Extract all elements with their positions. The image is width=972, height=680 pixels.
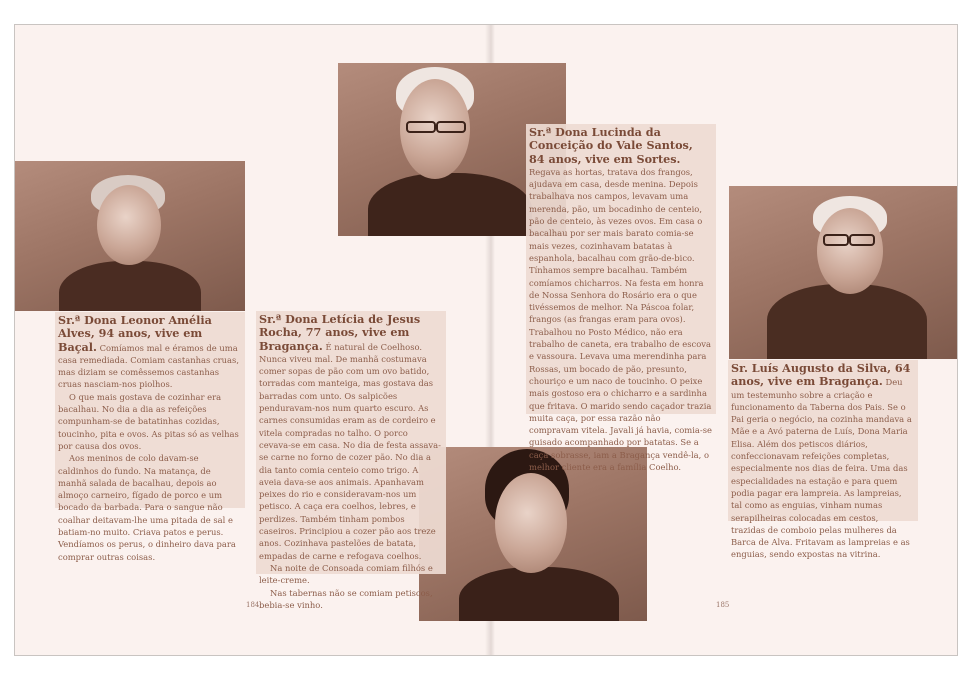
profile-text-leonor xyxy=(55,312,245,562)
portrait-face xyxy=(817,208,883,294)
profile-paragraph: O que mais gostava de cozinhar era bacalhau. No dia a dia as refeições compunham-se de batatinhas cozidas, toucinho, pita e ovos. As pitas só as velhas por causa dos ovos. xyxy=(58,391,239,451)
profile-name: Sr. Luís Augusto da Silva, 64 anos, vive em Bragança. xyxy=(731,361,911,389)
glasses-icon xyxy=(436,121,466,133)
portrait-photo-leonor xyxy=(15,161,245,311)
profile-paragraph: É natural de Coelhoso. Nunca viveu mal. De manhã costumava comer sopas de pão com um ovo batido, torradas com manteiga, mas gostava das barradas com unto. Os salpicões penduravam-nos num quarto escuro. As carnes consumidas eram as de cordeiro e vitela compradas no talho. O porco cevava-se em casa. No dia de festa assava-se carne no forno de cozer pão. No dia a dia tanto comia centeio como trigo. A aveia dava-se aos animais. Apanhavam peixes do rio e consideravam-nos um petisco. A caça era coelhos, lebres, e perdizes. Também tinham pombos caseiros. Principiou a cozer pão aos treze anos. Cozinhava pastelões de batata, empadas de carne e refogava coelhos. xyxy=(259,341,441,561)
profile-text-luis xyxy=(728,360,918,560)
profile-text-leticia xyxy=(256,311,446,610)
profile-name: Sr.ª Dona Lucinda da Conceição do Vale Santos, 84 anos, vive em Sortes. xyxy=(529,125,693,166)
page-number-left: 184 xyxy=(246,601,260,609)
profile-paragraph: Na noite de Consoada comiam filhós e leite-creme. xyxy=(259,562,433,586)
glasses-icon xyxy=(406,121,436,133)
magazine-spread xyxy=(14,24,958,656)
profile-paragraph: Nas tabernas não se comiam petiscos, bebia-se vinho. xyxy=(259,587,433,610)
profile-name: Sr.ª Dona Letícia de Jesus Rocha, 77 anos, vive em Bragança. xyxy=(259,312,421,353)
portrait-face xyxy=(97,185,161,265)
portrait-body xyxy=(767,284,927,359)
portrait-face xyxy=(495,473,567,573)
profile-paragraph: Regava as hortas, tratava dos frangos, ajudava em casa, desde menina. Depois trabalhava nos campos, levavam uma merenda, pão, um bocadinho de centeio, pão de centeio, às vezes ovos. Em casa o bacalhau por ser mais barato comia-se mais vezes, cozinhavam batatas à espanhola, bacalhau com grão-de-bico. Tínhamos sempre bacalhau. Também comíamos chicharros. Na festa em honra de Nossa Senhora do Rosário era o que tivéssemos de melhor. Na Páscoa folar, frangos (as frangas eram para ovos). Trabalhou no Posto Médico, não era trabalho de caneta, era trabalho de escova e vassoura. Levava uma merendinha para Rossas, um bocado de pão, presunto, chouriço e um naco de toucinho. O peixe mais gostoso era o chicharro e a sardinha que fritava. O marido sendo caçador trazia muita caça, por essa razão não compravam vitela. Javali já havia, comia-se guisado acompanhado por batatas. Se a caça sobrasse, iam a Bragança vendê-la, o melhor cliente era a família Coelho. xyxy=(529,166,712,473)
page-number-right: 185 xyxy=(716,601,730,609)
glasses-icon xyxy=(849,234,875,246)
profile-paragraph: Deu um testemunho sobre a criação e funcionamento da Taberna dos Pais. Se o Pai geria o negócio, na cozinha mandava a Mãe e a Avó paterna de Luís, Dona Maria Elisa. Além dos petiscos diários, confeccionavam refeições completas, especialmente nos dias de feira. Uma das especialidades na estação e para quem podia pagar era lampreia. As lampreias, tal como as enguias, vinham numas serapilheiras colocadas em cestos, trazidas de comboio pelas mulheres da Barca de Alva. Fritavam as lampreias e as enguias, sendo expostas na vitrina. xyxy=(731,377,912,560)
portrait-photo-luis xyxy=(729,186,958,359)
portrait-body xyxy=(368,173,532,236)
profile-name: Sr.ª Dona Leonor Amélia Alves, 94 anos, vive em Baçal. xyxy=(58,313,212,354)
portrait-body xyxy=(59,261,201,311)
profile-paragraph: Comíamos mal e éramos de uma casa remediada. Comiam castanhas cruas, mas diziam se comêssemos castanhas cruas nasciam-nos piolhos. xyxy=(58,342,239,390)
profile-paragraph: Aos meninos de colo davam-se caldinhos do fundo. Na matança, de manhã salada de bacalhau, depois ao almoço carneiro, fígado de porco e um bocado da barbada. Para o sangue não coalhar deitavam-lhe uma pitada de sal e batiam-no muito. Criava patos e perus. Vendíamos os perus, o dinheiro dava para comprar outras coisas. xyxy=(58,453,236,562)
glasses-icon xyxy=(823,234,849,246)
profile-text-lucinda xyxy=(526,124,716,473)
portrait-body xyxy=(459,567,619,621)
